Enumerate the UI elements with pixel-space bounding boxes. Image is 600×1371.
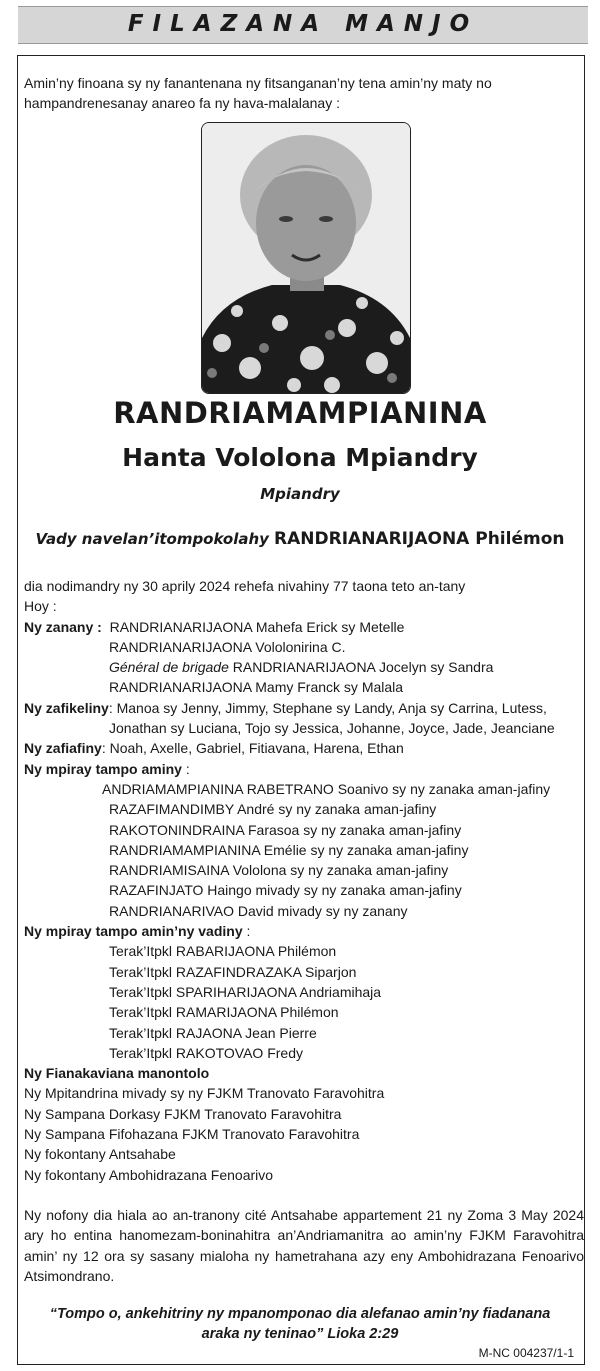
children-row-0 [24,617,584,637]
other-mourner: Ny Sampana Fifohazana FJKM Tranovato Faravohitra [24,1126,360,1143]
header-bar [18,6,588,44]
spouse-siblings-colon: : [242,923,251,940]
spouse-sibling-item: Terak’Itpkl RAZAFINDRAZAKA Siparjon [109,963,357,980]
great-grandchildren-row [24,738,584,758]
quote-line-2: araka ny teninao” Lioka 2:29 [201,1326,399,1342]
children-row-1 [24,637,584,657]
quote-line-1: “Tompo o, ankehitriny ny mpanomponao dia alefanao amin’ny fiadanana [49,1306,551,1322]
deceased-surname: RANDRIAMAMPIANINA [113,396,487,430]
grandchildren-list-1: : Manoa sy Jenny, Jimmy, Stephane sy Landy, Anja sy Carrina, Lutess, [108,699,547,716]
other-mourner: Ny fokontany Antsahabe [24,1146,176,1163]
grandchildren-row [24,698,584,718]
children-rank: Général de brigade [109,659,229,676]
hoy-line: Hoy : [24,598,57,615]
children-row-2 [24,657,584,677]
portrait-photo [201,122,411,394]
deceased-role: Mpiandry [260,485,340,503]
other-mourner: Ny Mpitandrina mivady sy ny FJKM Tranovato Faravohitra [24,1085,385,1102]
death-line: dia nodimandry ny 30 aprily 2024 rehefa nivahiny 77 taona teto an-tany [24,578,466,594]
bible-quote [40,1304,560,1344]
siblings-label: Ny mpiray tampo aminy [24,760,182,777]
spouse-sibling-item: Terak’Itpkl RAMARIJAONA Philémon [109,1004,339,1021]
spouse-sibling-item: Terak’Itpkl RABARIJAONA Philémon [109,943,337,960]
families-label: Ny Fianakaviana manontolo [24,1065,210,1082]
sibling-item: ANDRIAMAMPIANINA RABETRANO Soanivo sy ny zanaka aman-jafiny [102,780,551,797]
grandchildren-label: Ny zafikeliny [24,699,109,716]
deceased-given-names: Hanta Vololona Mpiandry [122,443,478,472]
other-mourner: Ny Sampana Dorkasy FJKM Tranovato Faravohitra [24,1105,342,1122]
spouse-siblings-heading [24,921,584,941]
portrait-illustration [202,123,410,393]
sibling-item: RAZAFIMANDIMBY André sy ny zanaka aman-jafiny [109,801,437,818]
children-item: RANDRIANARIJAONA Mahefa Erick sy Metelle [109,618,405,635]
sibling-item: RAKOTONINDRAINA Farasoa sy ny zanaka aman-jafiny [109,821,462,838]
children-label: Ny zanany : [24,618,102,635]
great-grandchildren-list: : Noah, Axelle, Gabriel, Fitiavana, Harena, Ethan [101,740,404,757]
spouse-line [0,529,600,549]
sibling-item: RANDRIAMAMPIANINA Emélie sy ny zanaka aman-jafiny [109,841,469,858]
great-grandchildren-label: Ny zafiafiny [24,740,102,757]
reference-code: M-NC 004237/1-1 [478,1346,574,1360]
funeral-details: Ny nofony dia hiala ao an-tranony cité Antsahabe appartement 21 ny Zoma 3 May 2024 ary ho entina hanomezam-boninahitra an’Andriamanitra ao amin’ny FJKM Faravohitra amin’ ny 12 ora sy sasany mialoha ny hametrahana azy eny Ambohidrazana Fenoarivo Atsimondrano. [24,1207,584,1284]
children-row-3 [24,677,584,697]
children-item: RANDRIANARIJAONA Jocelyn sy Sandra [228,659,494,676]
children-item: RANDRIANARIJAONA Mamy Franck sy Malala [109,679,404,696]
mourners-list [24,576,584,1185]
sibling-item: RAZAFINJATO Haingo mivady sy ny zanaka aman-jafiny [109,882,462,899]
siblings-heading [24,759,584,779]
siblings-colon: : [181,760,190,777]
spouse-sibling-item: Terak’Itpkl SPARIHARIJAONA Andriamihaja [109,983,382,1000]
spouse-sibling-item: Terak’Itpkl RAKOTOVAO Fredy [109,1044,303,1061]
intro-text: Amin’ny finoana sy ny fanantenana ny fitsanganan’ny tena amin’ny maty no hampandrenesanay anareo fa ny hava-malalanay : [24,75,492,111]
sibling-item: RANDRIAMISAINA Vololona sy ny zanaka aman-jafiny [109,862,449,879]
children-item: RANDRIANARIJAONA Vololonirina C. [109,638,346,655]
grandchildren-row-2: Jonathan sy Luciana, Tojo sy Jessica, Johanne, Joyce, Jade, Jeanciane [109,720,555,737]
spouse-sibling-item: Terak’Itpkl RAJAONA Jean Pierre [109,1024,317,1041]
spouse-prefix: Vady navelan’itompokolahy [35,530,269,548]
other-mourner: Ny fokontany Ambohidrazana Fenoarivo [24,1166,274,1183]
sibling-item: RANDRIANARIVAO David mivady sy ny zanany [109,902,408,919]
spouse-siblings-label: Ny mpiray tampo amin’ny vadiny [24,923,243,940]
spouse-name: RANDRIANARIJAONA Philémon [274,529,565,549]
header-title: FILAZANA MANJO [127,11,479,37]
